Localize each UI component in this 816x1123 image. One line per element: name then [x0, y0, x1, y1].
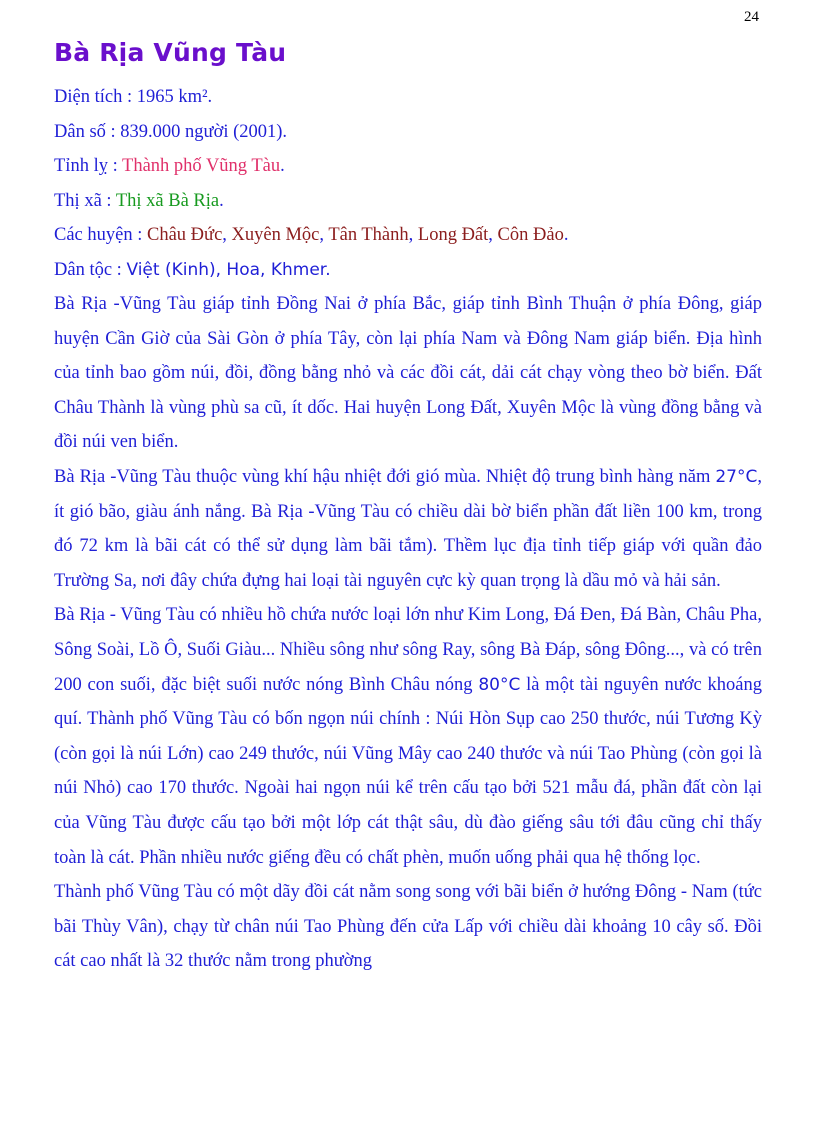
page-title: Bà Rịa Vũng Tàu — [54, 38, 287, 67]
fact-ethnic-value: Việt (Kinh), Hoa, Khmer. — [126, 259, 331, 280]
district-separator: , — [319, 225, 329, 246]
fact-ethnic-label: Dân tộc : — [54, 259, 127, 280]
body-text — [54, 287, 762, 979]
fact-list — [54, 80, 762, 288]
district-separator: , — [222, 225, 232, 246]
fact-capital-end: . — [280, 156, 285, 177]
fact-ethnic — [54, 253, 762, 288]
temperature-value: 27°C — [715, 466, 758, 487]
fact-town-value: Thị xã Bà Rịa — [115, 190, 220, 211]
district-separator: , — [488, 225, 498, 246]
district-name: Côn Đảo — [497, 225, 564, 246]
paragraph-sand-dunes: Thành phố Vũng Tàu có một dãy đồi cát nằm song song với bãi biển ở hướng Đông - Nam (tức bãi Thùy Vân), chạy từ chân núi Tao Phùng đến cửa Lấp với chiều dài khoảng 10 cây số. Đồi cát cao nhất là 32 thước nằm trong phường — [54, 882, 762, 972]
district-name: Xuyên Mộc — [231, 225, 320, 246]
fact-town-label: Thị xã : — [54, 190, 116, 211]
paragraph-climate — [54, 460, 762, 598]
paragraph-geography: Bà Rịa -Vũng Tàu giáp tỉnh Đồng Nai ở phía Bắc, giáp tỉnh Bình Thuận ở phía Đông, giáp huyện Cần Giờ của Sài Gòn ở phía Tây, còn lại phía Nam và Đông Nam giáp biển. Địa hình của tỉnh bao gồm núi, đồi, đồng bằng nhỏ và các đồi cát, dải cát chạy vòng theo bờ biển. Đất Châu Thành là vùng phù sa cũ, ít dốc. Hai huyện Long Đất, Xuyên Mộc là vùng đồng bằng và đồi núi ven biển. — [54, 294, 762, 453]
water-text-b: là một tài nguyên nước khoáng quí. Thành phố Vũng Tàu có bốn ngọn núi chính : Núi Hòn Sụp cao 250 thước, núi Tương Kỳ (còn gọi là núi Lớn) cao 249 thước, núi Vũng Mây cao 240 thước và núi Tao Phùng (còn gọi là núi Nhỏ) cao 170 thước. Ngoài hai ngọn núi kể trên cấu tạo bởi 521 mẫu đá, phần đất còn lại của Vũng Tàu được cấu tạo bởi một lớp cát thật sâu, dù đào giếng sâu tới đâu cũng chỉ thấy toàn là cát. Phần nhiều nước giếng đều có chất phèn, muốn uống phải qua hệ thống lọc. — [54, 674, 762, 868]
district-separator: , — [408, 225, 418, 246]
fact-capital-label: Tỉnh lỵ : — [54, 156, 123, 177]
fact-population: Dân số : 839.000 người (2001). — [54, 121, 288, 142]
fact-town-end: . — [219, 190, 224, 211]
fact-area: Diện tích : 1965 km². — [54, 87, 213, 107]
fact-districts-label: Các huyện : — [54, 225, 147, 246]
water-text-a: Bà Rịa - Vũng Tàu có nhiều hồ chứa nước loại lớn như Kim Long, Đá Đen, Đá Bàn, Châu Pha, Sông Soài, Lồ Ô, Suối Giàu... Nhiều sông như sông Ray, sông Bà Đáp, sông Đông..., và có trên 200 con suối, đặc biệt suối nước nóng Bình Châu nóng — [54, 605, 762, 695]
paragraph-water-resources — [54, 598, 762, 875]
climate-text-a: Bà Rịa -Vũng Tàu thuộc vùng khí hậu nhiệt đới gió mùa. Nhiệt độ trung bình hàng năm — [54, 466, 716, 487]
fact-town — [54, 184, 762, 219]
district-name: Tân Thành — [328, 225, 409, 246]
hot-spring-temperature: 80°C — [478, 674, 521, 695]
fact-capital-value: Thành phố Vũng Tàu — [122, 156, 281, 177]
district-name: Long Đất — [417, 225, 489, 246]
fact-districts — [54, 218, 762, 253]
fact-districts-end: . — [563, 225, 569, 246]
climate-text-b: , ít gió bão, giàu ánh nắng. Bà Rịa -Vũng Tàu có chiều dài bờ biển phần đất liền 100 km, trong đó 72 km là bãi cát có thể sử dụng làm bãi tắm). Thềm lục địa tỉnh tiếp giáp với quần đảo Trường Sa, nơi đây chứa đựng hai loại tài nguyên cực kỳ quan trọng là dầu mỏ và hải sản. — [54, 466, 762, 591]
fact-capital — [54, 149, 762, 184]
district-name: Châu Đức — [147, 225, 223, 246]
page-number: 24 — [744, 9, 759, 25]
